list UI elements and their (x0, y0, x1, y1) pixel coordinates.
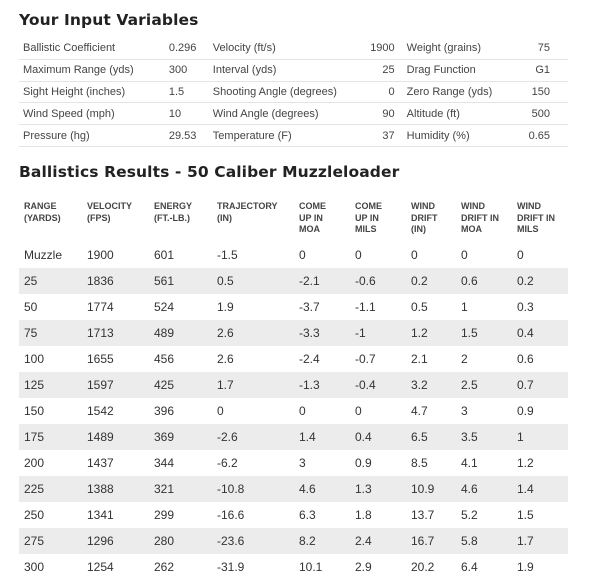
results-cell: 10.9 (406, 476, 456, 502)
input-variable-label: Wind Speed (mph) (19, 103, 165, 125)
column-header-line: (IN) (411, 224, 426, 234)
results-cell: 2.5 (456, 372, 512, 398)
results-row (19, 476, 568, 502)
results-cell: 0.2 (512, 268, 568, 294)
results-cell: 1.5 (456, 320, 512, 346)
column-header-line: WIND (517, 201, 541, 211)
results-cell: 13.7 (411, 508, 435, 522)
input-variable-value: 29.53 (165, 125, 209, 147)
input-variable-value: 0 (356, 81, 403, 103)
results-cell: 1.7 (512, 528, 568, 554)
input-variable-label: Altitude (ft) (403, 103, 525, 125)
input-variable-label: Wind Angle (degrees) (209, 103, 356, 125)
column-header-line: MOA (461, 224, 482, 234)
results-row (19, 372, 568, 398)
results-cell: 280 (149, 528, 212, 554)
column-header-line: DRIFT IN (461, 212, 499, 223)
results-cell: 50 (24, 300, 38, 314)
input-variable-label: Temperature (F) (209, 125, 356, 147)
results-cell: 1.7 (212, 372, 294, 398)
results-cell: 0.6 (456, 268, 512, 294)
results-cell: 8.5 (411, 456, 428, 470)
input-variable-row (19, 125, 568, 147)
results-cell: 200 (24, 456, 45, 470)
results-cell: 6.3 (299, 508, 316, 522)
results-cell: 425 (149, 372, 212, 398)
results-cell: -0.6 (350, 268, 406, 294)
results-cell: 0 (299, 404, 306, 418)
column-header-line: (FT.-LB.) (154, 212, 190, 223)
input-variable-value: 75 (525, 38, 568, 59)
results-cell: 1.5 (517, 508, 534, 522)
results-cell: 0.6 (517, 352, 534, 366)
results-cell: 3 (299, 456, 306, 470)
results-cell: 0.5 (411, 300, 428, 314)
input-variable-value: 90 (356, 103, 403, 125)
input-variable-row (19, 38, 568, 59)
results-cell: 4.6 (456, 476, 512, 502)
results-cell: 300 (24, 560, 45, 574)
input-variable-label: Drag Function (403, 59, 525, 81)
column-header-line: TRAJECTORY (217, 201, 278, 211)
results-cell: 6.5 (406, 424, 456, 450)
results-cell: -31.9 (217, 560, 245, 574)
results-cell: 3.2 (406, 372, 456, 398)
column-header-line: RANGE (24, 201, 57, 211)
results-cell: -16.6 (217, 508, 245, 522)
results-cell: 2.6 (212, 320, 294, 346)
results-row (19, 502, 568, 528)
results-cell: -0.7 (355, 352, 376, 366)
column-header (512, 196, 568, 242)
column-header-line: MILS (517, 224, 539, 234)
input-variable-label: Maximum Range (yds) (19, 59, 165, 81)
results-cell: 524 (154, 300, 175, 314)
results-cell: 1.3 (350, 476, 406, 502)
results-cell: 0 (217, 404, 224, 418)
results-cell: 1.2 (517, 456, 534, 470)
column-header-line: MILS (355, 224, 377, 234)
results-row (19, 242, 568, 268)
results-cell: 0 (517, 248, 524, 262)
input-variable-label: Humidity (%) (403, 125, 525, 147)
column-header (350, 196, 406, 242)
input-variable-row (19, 81, 568, 103)
results-cell: 0.2 (406, 268, 456, 294)
results-cell: 0.7 (512, 372, 568, 398)
results-cell: 262 (154, 560, 175, 574)
results-cell: 1.8 (355, 508, 372, 522)
input-variable-value: 0.65 (525, 125, 568, 147)
results-cell: 1655 (87, 352, 114, 366)
results-cell: -1.5 (217, 248, 238, 262)
results-cell: 25 (19, 268, 82, 294)
results-cell: 2.4 (350, 528, 406, 554)
results-cell: 1542 (87, 404, 114, 418)
input-variable-value: 150 (525, 81, 568, 103)
results-cell: 175 (19, 424, 82, 450)
column-header-line: (IN) (217, 212, 232, 223)
results-cell: 0 (411, 248, 418, 262)
column-header (149, 196, 212, 242)
column-header (406, 196, 456, 242)
results-cell: 1489 (82, 424, 149, 450)
column-header-line: COME (299, 201, 326, 211)
results-cell: -3.7 (299, 300, 320, 314)
results-cell: 1836 (82, 268, 149, 294)
column-header (82, 196, 149, 242)
results-cell: 1597 (82, 372, 149, 398)
results-cell: 0.3 (517, 300, 534, 314)
results-cell: 0.4 (512, 320, 568, 346)
input-variable-row (19, 103, 568, 125)
results-cell: 369 (149, 424, 212, 450)
results-cell: 0.5 (212, 268, 294, 294)
results-cell: 1.4 (512, 476, 568, 502)
results-cell: 225 (19, 476, 82, 502)
results-row (19, 424, 568, 450)
input-variable-value: 1.5 (165, 81, 209, 103)
column-header-line: (FPS) (87, 212, 111, 223)
results-cell: 1388 (82, 476, 149, 502)
column-header-line: COME (355, 201, 382, 211)
results-cell: 8.2 (294, 528, 350, 554)
results-cell: 0 (355, 248, 362, 262)
input-variable-value: 0.296 (165, 38, 209, 59)
results-cell: 6.4 (461, 560, 478, 574)
input-variable-value: 1900 (356, 38, 403, 59)
results-cell: 5.2 (461, 508, 478, 522)
results-cell: 1713 (82, 320, 149, 346)
results-header-row (19, 196, 568, 242)
results-cell: 601 (154, 248, 175, 262)
input-variable-label: Weight (grains) (403, 38, 525, 59)
results-cell: 321 (149, 476, 212, 502)
results-cell: -1.3 (294, 372, 350, 398)
results-cell: 100 (24, 352, 45, 366)
results-row (19, 554, 568, 580)
results-cell: Muzzle (24, 248, 63, 262)
input-variable-label: Sight Height (inches) (19, 81, 165, 103)
results-cell: 1 (512, 424, 568, 450)
results-cell: 456 (154, 352, 175, 366)
results-cell: 150 (24, 404, 45, 418)
results-cell: 1.9 (517, 560, 534, 574)
results-cell: 489 (149, 320, 212, 346)
results-cell: -2.1 (294, 268, 350, 294)
results-cell: -0.4 (350, 372, 406, 398)
results-row (19, 268, 568, 294)
results-row (19, 294, 568, 320)
column-header (212, 196, 294, 242)
results-cell: 561 (149, 268, 212, 294)
input-variable-value: 25 (356, 59, 403, 81)
results-cell: 3 (461, 404, 468, 418)
column-header-line: ENERGY (154, 201, 193, 211)
results-cell: 1900 (87, 248, 114, 262)
results-cell: 2.6 (217, 352, 234, 366)
input-variable-label: Interval (yds) (209, 59, 356, 81)
results-cell: 0.4 (350, 424, 406, 450)
results-cell: 0 (299, 248, 306, 262)
results-cell: 1296 (82, 528, 149, 554)
results-cell: 0.9 (517, 404, 534, 418)
results-row (19, 450, 568, 476)
results-cell: -6.2 (217, 456, 238, 470)
input-variable-label: Shooting Angle (degrees) (209, 81, 356, 103)
results-cell: 4.7 (411, 404, 428, 418)
results-cell: 16.7 (406, 528, 456, 554)
results-cell: 2.1 (411, 352, 428, 366)
results-cell: 1.4 (294, 424, 350, 450)
results-cell: 1437 (87, 456, 114, 470)
ballistics-results-table (19, 196, 568, 580)
results-cell: -10.8 (212, 476, 294, 502)
input-variable-row (19, 59, 568, 81)
column-header-line: DRIFT (411, 212, 438, 223)
results-row (19, 320, 568, 346)
column-header-line: (YARDS) (24, 212, 61, 223)
results-cell: 75 (19, 320, 82, 346)
results-cell: 1774 (87, 300, 114, 314)
results-cell: 0.9 (355, 456, 372, 470)
input-variable-value: 500 (525, 103, 568, 125)
results-cell: 396 (154, 404, 175, 418)
results-cell: -23.6 (212, 528, 294, 554)
results-cell: 4.1 (461, 456, 478, 470)
results-cell: 125 (19, 372, 82, 398)
results-cell: -1.1 (355, 300, 376, 314)
results-cell: 1.2 (406, 320, 456, 346)
results-cell: 5.8 (456, 528, 512, 554)
results-cell: 344 (154, 456, 175, 470)
column-header (456, 196, 512, 242)
column-header-line: UP IN (355, 212, 379, 223)
results-cell: 0 (355, 404, 362, 418)
results-cell: 20.2 (411, 560, 435, 574)
column-header-line: UP IN (299, 212, 323, 223)
results-cell: 0 (461, 248, 468, 262)
results-cell: 250 (24, 508, 45, 522)
input-variable-value: 37 (356, 125, 403, 147)
results-cell: -3.3 (294, 320, 350, 346)
input-variable-label: Pressure (hg) (19, 125, 165, 147)
results-cell: 3.5 (456, 424, 512, 450)
results-row (19, 528, 568, 554)
input-variable-value: 10 (165, 103, 209, 125)
input-variable-label: Velocity (ft/s) (209, 38, 356, 59)
column-header (294, 196, 350, 242)
results-cell: 299 (154, 508, 175, 522)
input-variables-title: Your Input Variables (19, 11, 199, 29)
results-cell: -2.6 (212, 424, 294, 450)
results-cell: 1341 (87, 508, 114, 522)
results-cell: -1 (350, 320, 406, 346)
column-header (19, 196, 82, 242)
results-cell: 1254 (87, 560, 114, 574)
results-row (19, 346, 568, 372)
results-row (19, 398, 568, 424)
column-header-line: DRIFT IN (517, 212, 555, 223)
results-cell: 1 (461, 300, 468, 314)
input-variable-label: Zero Range (yds) (403, 81, 525, 103)
column-header-line: WIND (411, 201, 435, 211)
results-cell: 1.9 (217, 300, 234, 314)
column-header-line: VELOCITY (87, 201, 133, 211)
input-variables-table (19, 38, 568, 147)
results-title: Ballistics Results - 50 Caliber Muzzleloader (19, 163, 400, 181)
results-cell: 10.1 (299, 560, 323, 574)
results-cell: 2.9 (355, 560, 372, 574)
column-header-line: MOA (299, 224, 320, 234)
results-cell: 275 (19, 528, 82, 554)
column-header-line: WIND (461, 201, 485, 211)
input-variable-value: 300 (165, 59, 209, 81)
input-variable-value: G1 (525, 59, 568, 81)
results-cell: 2 (461, 352, 468, 366)
results-cell: -2.4 (299, 352, 320, 366)
results-cell: 4.6 (294, 476, 350, 502)
input-variable-label: Ballistic Coefficient (19, 38, 165, 59)
